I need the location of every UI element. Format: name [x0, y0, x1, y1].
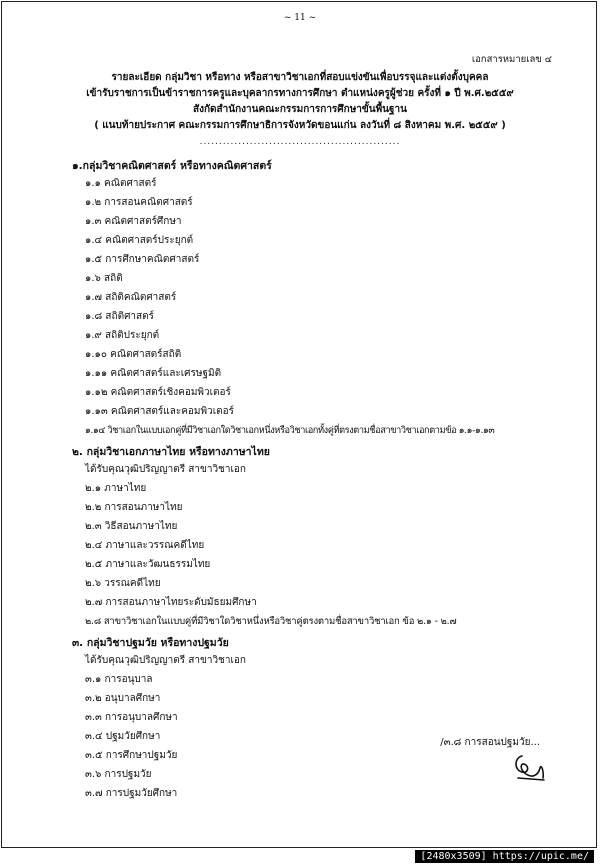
- list-item: ๒.๕ ภาษาและวัฒนธรรมไทย: [85, 559, 211, 570]
- signature: [510, 748, 550, 786]
- list-item: ๒.๔ ภาษาและวรรณคดีไทย: [85, 540, 205, 551]
- list-item: ๑.๑ คณิตศาสตร์: [85, 178, 157, 189]
- list-item: ๑.๒ การสอนคณิตศาสตร์: [85, 197, 193, 208]
- list-item: ๑.๑๑ คณิตศาสตร์และเศรษฐมิติ: [85, 368, 222, 379]
- section-2-intro: ได้รับคุณวุฒิปริญญาตรี สาขาวิชาเอก: [85, 464, 246, 475]
- list-item: ๑.๙ สถิติประยุกต์: [85, 330, 160, 341]
- page-number: ~ 11 ~: [283, 13, 317, 23]
- list-item: ๑.๓ คณิตศาสตร์ศึกษา: [85, 216, 182, 227]
- list-item: ๒.๓ วิธีสอนภาษาไทย: [85, 521, 178, 532]
- document-number: เอกสารหมายเลข ๔: [471, 54, 552, 65]
- list-item: ๓.๖ การปฐมวัย: [85, 769, 152, 780]
- section-1-title: ๑.กลุ่มวิชาคณิตศาสตร์ หรือทางคณิตศาสตร์: [72, 160, 272, 172]
- list-item: ๓.๔ ปฐมวัยศึกษา: [85, 731, 161, 742]
- list-item: ๑.๗ สถิติคณิตศาสตร์: [85, 292, 177, 303]
- header-line-3: สังกัดสำนักงานคณะกรรมการการศึกษาขั้นพื้นฐาน: [193, 104, 407, 115]
- list-item: ๒.๘ สาขาวิชาเอกในแบบคู่ที่มีวิชาใดวิชาหนึ่งหรือวิชาคู่ตรงตามชื่อสาขาวิชาเอก ข้อ ๒.๑ - ๒.๗: [85, 616, 457, 627]
- continuation-note: /๓.๘ การสอนปฐมวัย...: [440, 737, 540, 748]
- list-item: ๒.๑ ภาษาไทย: [85, 483, 147, 494]
- list-item: ๓.๗ การปฐมวัยศึกษา: [85, 788, 178, 799]
- header-line-1: รายละเอียด กลุ่มวิชา หรือทาง หรือสาขาวิชาเอกที่สอบแข่งขันเพื่อบรรจุและแต่งตั้งบุคคล: [111, 72, 489, 83]
- list-item: ๑.๑๔ วิชาเอกในแบบเอกคู่ที่มีวิชาเอกใดวิชาเอกหนึ่งหรือวิชาเอกทั้งคู่ที่ตรงตามชื่อสาขาวิชาเอกตามข้อ ๑.๑-๑.๑๓: [85, 425, 495, 436]
- section-2-title: ๒. กลุ่มวิชาเอกภาษาไทย หรือทางภาษาไทย: [72, 446, 270, 458]
- list-item: ๒.๒ การสอนภาษาไทย: [85, 502, 183, 513]
- list-item: ๑.๑๓ คณิตศาสตร์และคอมพิวเตอร์: [85, 406, 235, 417]
- list-item: ๒.๗ การสอนภาษาไทยระดับมัธยมศึกษา: [85, 597, 257, 608]
- list-item: ๓.๓ การอนุบาลศึกษา: [85, 712, 178, 723]
- list-item: ๓.๕ การศึกษาปฐมวัย: [85, 750, 178, 761]
- watermark-bar[interactable]: [2480x3509] https://upic.me/: [415, 850, 594, 863]
- list-item: ๑.๑๒ คณิตศาสตร์เชิงคอมพิวเตอร์: [85, 387, 231, 398]
- list-item: ๒.๖ วรรณคดีไทย: [85, 578, 161, 589]
- list-item: ๓.๑ การอนุบาล: [85, 674, 153, 685]
- header-line-2: เข้ารับราชการเป็นข้าราชการครูและบุคลากรทางการศึกษา ตำแหน่งครูผู้ช่วย ครั้งที่ ๑ ปี พ.ศ.๒๕๕๙: [86, 88, 514, 99]
- list-item: ๑.๑๐ คณิตศาสตร์สถิติ: [85, 349, 182, 360]
- list-item: ๑.๘ สถิติศาสตร์: [85, 311, 155, 322]
- list-item: ๑.๖ สถิติ: [85, 273, 123, 284]
- list-item: ๑.๔ คณิตศาสตร์ประยุกต์: [85, 235, 194, 246]
- header-line-4: ( แนบท้ายประกาศ คณะกรรมการศึกษาธิการจังหวัดขอนแก่น ลงวันที่ ๘ สิงหาคม พ.ศ. ๒๕๕๙ ): [94, 120, 506, 131]
- section-3-intro: ได้รับคุณวุฒิปริญญาตรี สาขาวิชาเอก: [85, 655, 246, 666]
- list-item: ๑.๕ การศึกษาคณิตศาสตร์: [85, 254, 200, 265]
- list-item: ๓.๒ อนุบาลศึกษา: [85, 693, 161, 704]
- separator: ....................................................: [199, 137, 401, 147]
- section-3-title: ๓. กลุ่มวิชาปฐมวัย หรือทางปฐมวัย: [72, 637, 229, 649]
